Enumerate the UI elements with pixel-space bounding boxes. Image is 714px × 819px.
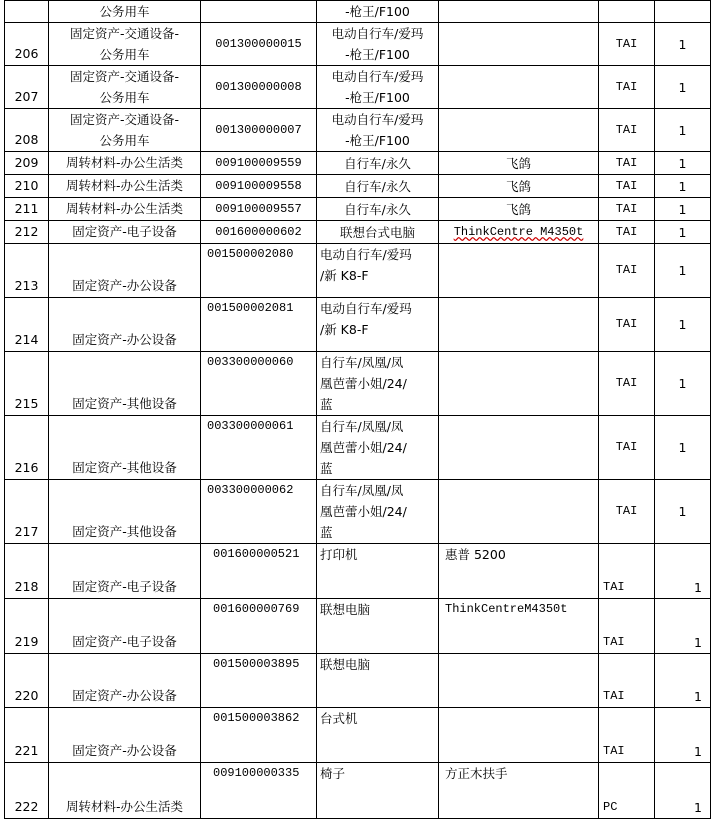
category-cell: 固定资产-办公设备 <box>49 244 201 298</box>
row-number-cell: 215 <box>5 352 49 416</box>
asset-code-cell: 001500002080 <box>201 244 317 298</box>
asset-code-cell <box>201 1 317 23</box>
model-cell <box>439 221 599 244</box>
category-cell: 固定资产-交通设备- 公务用车 <box>49 109 201 152</box>
quantity-cell: 1 <box>655 66 711 109</box>
model-cell <box>439 298 599 352</box>
table-row <box>5 175 711 198</box>
row-number-cell: 221 <box>5 708 49 763</box>
quantity-cell: 1 <box>655 708 711 763</box>
row-number-cell: 219 <box>5 599 49 654</box>
unit-cell: TAI <box>599 221 655 244</box>
model-cell <box>439 654 599 708</box>
row-number-cell <box>5 1 49 23</box>
asset-name-cell: 自行车/永久 <box>317 175 439 198</box>
unit-cell: TAI <box>599 244 655 298</box>
unit-cell: TAI <box>599 352 655 416</box>
quantity-cell: 1 <box>655 175 711 198</box>
unit-cell <box>599 1 655 23</box>
spellcheck-underline-text: ThinkCentre M4350t <box>453 224 584 239</box>
quantity-cell: 1 <box>655 221 711 244</box>
quantity-cell: 1 <box>655 244 711 298</box>
unit-cell: TAI <box>599 66 655 109</box>
asset-table <box>4 0 711 819</box>
model-cell <box>439 1 599 23</box>
category-cell: 固定资产-办公设备 <box>49 708 201 763</box>
model-cell: 飞鸽 <box>439 175 599 198</box>
asset-code-cell: 001600000769 <box>201 599 317 654</box>
model-cell: 方正木扶手 <box>439 763 599 819</box>
row-number-cell: 211 <box>5 198 49 221</box>
asset-name-cell: 联想电脑 <box>317 654 439 708</box>
asset-name-cell: 联想台式电脑 <box>317 221 439 244</box>
asset-code-cell: 001500002081 <box>201 298 317 352</box>
model-cell <box>439 244 599 298</box>
quantity-cell: 1 <box>655 763 711 819</box>
model-cell: ThinkCentreM4350t <box>439 599 599 654</box>
quantity-cell: 1 <box>655 23 711 66</box>
row-number-cell: 222 <box>5 763 49 819</box>
category-cell: 固定资产-其他设备 <box>49 480 201 544</box>
unit-cell: TAI <box>599 175 655 198</box>
asset-code-cell: 003300000061 <box>201 416 317 480</box>
row-number-cell: 216 <box>5 416 49 480</box>
asset-code-cell: 001300000008 <box>201 66 317 109</box>
asset-code-cell: 009100000335 <box>201 763 317 819</box>
row-number-cell: 209 <box>5 152 49 175</box>
asset-name-cell: 椅子 <box>317 763 439 819</box>
model-cell <box>439 352 599 416</box>
category-cell: 周转材料-办公生活类 <box>49 763 201 819</box>
asset-name-cell: -枪王/F100 <box>317 1 439 23</box>
category-cell: 固定资产-电子设备 <box>49 544 201 599</box>
table-row <box>5 763 711 819</box>
category-cell: 固定资产-交通设备- 公务用车 <box>49 66 201 109</box>
quantity-cell: 1 <box>655 599 711 654</box>
table-row <box>5 416 711 480</box>
category-cell: 固定资产-其他设备 <box>49 352 201 416</box>
asset-code-cell: 009100009558 <box>201 175 317 198</box>
asset-code-cell: 003300000060 <box>201 352 317 416</box>
asset-code-cell: 003300000062 <box>201 480 317 544</box>
asset-name-cell: 自行车/凤凰/凤 凰芭蕾小姐/24/ 蓝 <box>317 352 439 416</box>
asset-code-cell: 001600000521 <box>201 544 317 599</box>
quantity-cell: 1 <box>655 298 711 352</box>
asset-name-cell: 电动自行车/爱玛 -枪王/F100 <box>317 66 439 109</box>
quantity-cell: 1 <box>655 416 711 480</box>
unit-cell: TAI <box>599 480 655 544</box>
row-number-cell: 207 <box>5 66 49 109</box>
asset-name-cell: 自行车/凤凰/凤 凰芭蕾小姐/24/ 蓝 <box>317 416 439 480</box>
asset-name-cell: 联想电脑 <box>317 599 439 654</box>
row-number-cell: 212 <box>5 221 49 244</box>
asset-name-cell: 电动自行车/爱玛 -枪王/F100 <box>317 109 439 152</box>
category-cell: 固定资产-其他设备 <box>49 416 201 480</box>
table-row <box>5 66 711 109</box>
row-number-cell: 210 <box>5 175 49 198</box>
category-cell: 固定资产-交通设备- 公务用车 <box>49 23 201 66</box>
unit-cell: TAI <box>599 198 655 221</box>
row-number-cell: 206 <box>5 23 49 66</box>
table-row <box>5 352 711 416</box>
quantity-cell <box>655 1 711 23</box>
model-cell: 飞鸽 <box>439 198 599 221</box>
category-cell: 周转材料-办公生活类 <box>49 175 201 198</box>
asset-name-cell: 电动自行车/爱玛 /新 K8-F <box>317 298 439 352</box>
category-cell: 固定资产-办公设备 <box>49 298 201 352</box>
unit-cell: TAI <box>599 708 655 763</box>
unit-cell: TAI <box>599 298 655 352</box>
model-cell <box>439 23 599 66</box>
category-cell: 固定资产-电子设备 <box>49 221 201 244</box>
row-number-cell: 214 <box>5 298 49 352</box>
unit-cell: TAI <box>599 654 655 708</box>
unit-cell: TAI <box>599 544 655 599</box>
asset-code-cell: 001300000015 <box>201 23 317 66</box>
row-number-cell: 217 <box>5 480 49 544</box>
row-number-cell: 208 <box>5 109 49 152</box>
category-cell: 周转材料-办公生活类 <box>49 198 201 221</box>
row-number-cell: 213 <box>5 244 49 298</box>
asset-code-cell: 009100009559 <box>201 152 317 175</box>
quantity-cell: 1 <box>655 654 711 708</box>
table-row <box>5 654 711 708</box>
asset-name-cell: 电动自行车/爱玛 -枪王/F100 <box>317 23 439 66</box>
quantity-cell: 1 <box>655 544 711 599</box>
unit-cell: TAI <box>599 109 655 152</box>
unit-cell: PC <box>599 763 655 819</box>
table-row <box>5 544 711 599</box>
asset-code-cell: 009100009557 <box>201 198 317 221</box>
unit-cell: TAI <box>599 416 655 480</box>
table-row <box>5 599 711 654</box>
asset-name-cell: 自行车/凤凰/凤 凰芭蕾小姐/24/ 蓝 <box>317 480 439 544</box>
table-row <box>5 1 711 23</box>
category-cell: 周转材料-办公生活类 <box>49 152 201 175</box>
table-row <box>5 708 711 763</box>
table-row <box>5 480 711 544</box>
category-cell: 固定资产-办公设备 <box>49 654 201 708</box>
model-cell <box>439 416 599 480</box>
table-row <box>5 244 711 298</box>
asset-name-cell: 台式机 <box>317 708 439 763</box>
quantity-cell: 1 <box>655 352 711 416</box>
table-row <box>5 23 711 66</box>
model-cell: 飞鸽 <box>439 152 599 175</box>
model-cell <box>439 480 599 544</box>
row-number-cell: 218 <box>5 544 49 599</box>
asset-code-cell: 001500003895 <box>201 654 317 708</box>
quantity-cell: 1 <box>655 152 711 175</box>
quantity-cell: 1 <box>655 109 711 152</box>
model-cell <box>439 66 599 109</box>
table-row <box>5 198 711 221</box>
asset-name-cell: 电动自行车/爱玛 /新 K8-F <box>317 244 439 298</box>
model-cell <box>439 109 599 152</box>
asset-name-cell: 自行车/永久 <box>317 198 439 221</box>
table-row <box>5 109 711 152</box>
unit-cell: TAI <box>599 152 655 175</box>
asset-name-cell: 打印机 <box>317 544 439 599</box>
unit-cell: TAI <box>599 23 655 66</box>
category-cell: 固定资产-电子设备 <box>49 599 201 654</box>
table-row <box>5 298 711 352</box>
quantity-cell: 1 <box>655 480 711 544</box>
category-cell: 公务用车 <box>49 1 201 23</box>
quantity-cell: 1 <box>655 198 711 221</box>
unit-cell: TAI <box>599 599 655 654</box>
model-cell: 惠普 5200 <box>439 544 599 599</box>
table-row <box>5 152 711 175</box>
asset-code-cell: 001300000007 <box>201 109 317 152</box>
asset-name-cell: 自行车/永久 <box>317 152 439 175</box>
model-cell <box>439 708 599 763</box>
asset-code-cell: 001500003862 <box>201 708 317 763</box>
row-number-cell: 220 <box>5 654 49 708</box>
asset-code-cell: 001600000602 <box>201 221 317 244</box>
table-row <box>5 221 711 244</box>
